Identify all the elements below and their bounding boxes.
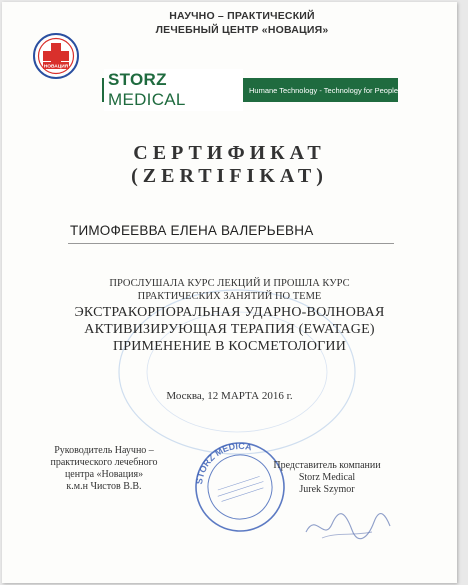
- certificate-title-german: (ZERTIFIKAT): [131, 165, 328, 187]
- topic-line-2: АКТИВИЗИРУЮЩАЯ ТЕРАПИЯ (EWATAGE): [84, 322, 375, 337]
- org-name-line1: НАУЧНО – ПРАКТИЧЕСКИЙ: [169, 10, 315, 22]
- left-signatory-line1: Руководитель Научно –: [54, 445, 154, 456]
- storz-medical-banner: [102, 70, 398, 109]
- left-signatory-line4: к.м.н Чистов В.В.: [66, 481, 142, 492]
- right-signatory: [252, 460, 402, 496]
- left-signatory-line2: практического лечебного: [50, 457, 158, 468]
- body-line-1: ПРОСЛУШАЛА КУРС ЛЕКЦИЙ И ПРОШЛА КУРС: [109, 278, 350, 289]
- brand-storz: STORZ: [108, 70, 167, 89]
- left-signatory: [20, 445, 188, 493]
- left-signatory-line3: центра «Новация»: [64, 469, 144, 480]
- storz-medical-logo: [104, 69, 243, 111]
- brand-medical: MEDICAL: [108, 90, 186, 109]
- certificate-page: [2, 2, 457, 583]
- recipient-name: ТИМОФЕЕВВА ЕЛЕНА ВАЛЕРЬЕВНА: [70, 223, 314, 238]
- svg-text:STORZ MEDICA: STORZ MEDICA: [194, 440, 253, 485]
- right-signatory-line2: Storz Medical: [298, 472, 356, 483]
- place-and-date: Москва, 12 МАРТА 2016 г.: [166, 390, 293, 402]
- banner-tagline: Humane Technology - Technology for People: [249, 85, 398, 95]
- name-underline: [68, 243, 394, 244]
- right-signatory-line3: Jurek Szymor: [299, 484, 355, 495]
- body-line-2: ПРАКТИЧЕСКИХ ЗАНЯТИЙ ПО ТЕМЕ: [137, 291, 322, 302]
- certificate-title: СЕРТИФИКАТ: [133, 142, 326, 164]
- topic-line-3: ПРИМЕНЕНИЕ В КОСМЕТОЛОГИИ: [112, 339, 347, 354]
- handwritten-signature-icon: [302, 502, 392, 547]
- topic-line-1: ЭКСТРАКОРПОРАЛЬНАЯ УДАРНО-ВОЛНОВАЯ: [74, 305, 385, 320]
- right-signatory-line1: Представитель компании: [273, 460, 381, 471]
- novatsiya-logo-icon: [32, 32, 80, 80]
- logo-text: НОВАЦИЯ: [43, 64, 69, 70]
- org-name-line2: ЛЕЧЕБНЫЙ ЦЕНТР «НОВАЦИЯ»: [155, 24, 329, 36]
